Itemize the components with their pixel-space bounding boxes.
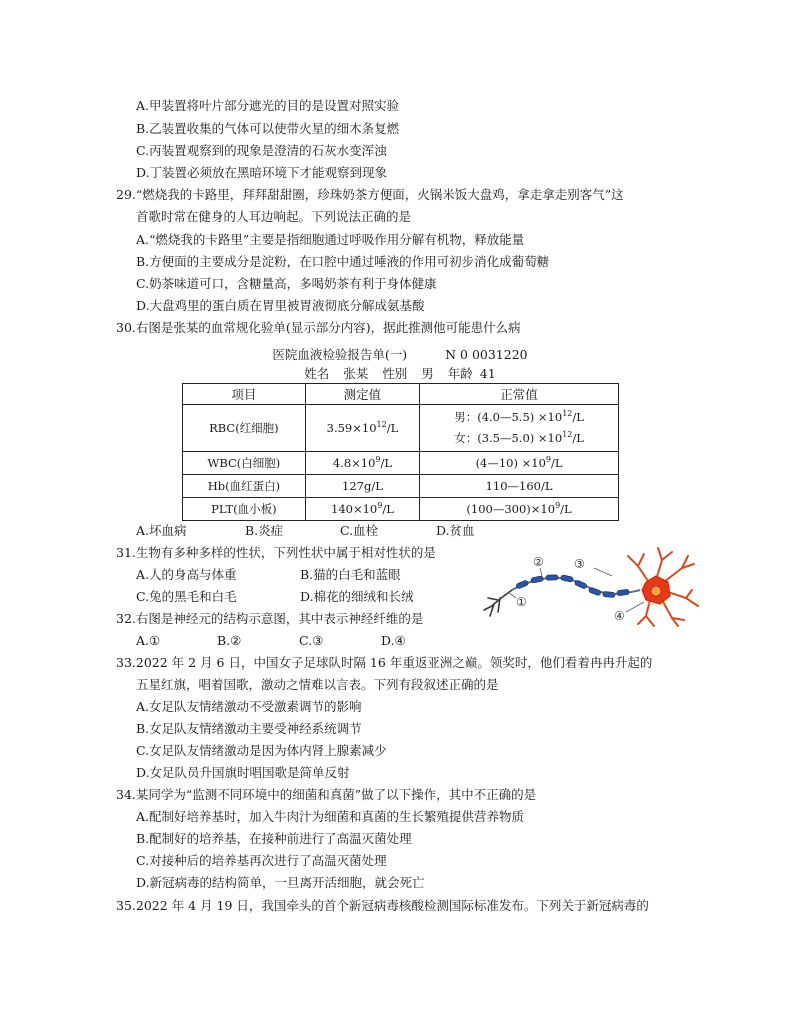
age-label: 年龄 <box>447 366 473 381</box>
q30-choice-a: A.坏血病 <box>136 523 187 538</box>
neuron-label-4: ④ <box>614 609 625 623</box>
q31-choice-b: B.猫的白毛和蓝眼 <box>300 567 401 582</box>
neuron-label-3: ③ <box>574 557 585 571</box>
q28-option-b: B.乙装置收集的气体可以使带火星的细木条复燃 <box>136 121 400 136</box>
neuron-label-2: ② <box>533 555 544 569</box>
rbc-value: $3.59\times 10^{12}/L$ <box>305 405 419 452</box>
q28-option-a: A.甲装置将叶片部分遮光的目的是设置对照实验 <box>136 98 400 113</box>
table-row-wbc <box>183 452 619 475</box>
q34-option-a: A.配制好培养基时，加入牛肉汁为细菌和真菌的生长繁殖提供营养物质 <box>136 809 525 824</box>
table-row-plt <box>183 498 619 521</box>
q31-choice-d: D.棉花的细绒和长绒 <box>300 589 414 604</box>
q34-stem: 34.某同学为“监测不同环境中的细菌和真菌”做了以下操作，其中不正确的是 <box>116 787 537 802</box>
patient-sex: 男 <box>421 366 434 381</box>
q28-option-d: D.丁装置必须放在黑暗环境下才能观察到现象 <box>136 165 388 180</box>
blood-report-table <box>182 383 619 521</box>
q31-choices-row1 <box>136 567 401 583</box>
q33-stem-line2: 五星红旗，唱着国歌，激动之情难以言表。下列有段叙述正确的是 <box>136 677 499 692</box>
plt-item: PLT(血小板) <box>183 498 306 521</box>
header-normal: 正常值 <box>420 384 619 405</box>
patient-age: 41 <box>479 366 496 381</box>
q32-choices <box>136 633 406 649</box>
q31-stem: 31.生物有多种多样的性状，下列性状中属于相对性状的是 <box>116 545 436 560</box>
blood-report-header <box>182 343 618 383</box>
q30-choices <box>136 523 475 539</box>
header-item: 项目 <box>183 384 306 405</box>
sex-label: 性别 <box>382 366 408 381</box>
q34-option-d: D.新冠病毒的结构简单，一旦离开活细胞，就会死亡 <box>136 875 425 890</box>
plt-value: $140\times 10^9/L$ <box>305 498 419 521</box>
hb-normal: 110—160/L <box>420 475 619 498</box>
table-row-hb <box>183 475 619 498</box>
report-title: 医院血液检验报告单(一) <box>272 347 408 362</box>
report-title-line <box>182 345 618 363</box>
neuron-diagram <box>478 546 700 630</box>
neuron-label-1: ① <box>516 595 527 609</box>
wbc-value: $4.8\times 10^9/L$ <box>305 452 419 475</box>
q30-choice-c: C.血栓 <box>340 523 379 538</box>
q29-option-c: C.奶茶味道可口，含糖量高，多喝奶茶有利于身体健康 <box>136 276 437 291</box>
table-header-row <box>183 384 619 405</box>
q28-option-c: C.丙装置观察到的现象是澄清的石灰水变浑浊 <box>136 143 387 158</box>
q32-choice-c: C.③ <box>299 633 324 648</box>
nucleus <box>651 586 661 596</box>
report-number: N 0 0031220 <box>445 347 528 362</box>
q29-option-b: B.方便面的主要成分是淀粉，在口腔中通过唾液的作用可初步消化成葡萄糖 <box>136 254 550 269</box>
q29-option-a: A.“燃烧我的卡路里”主要是指细胞通过呼吸作用分解有机物，释放能量 <box>136 232 525 247</box>
q29-stem-line1: 29.“燃烧我的卡路里，拜拜甜甜圈，珍珠奶茶方便面，火锅米饭大盘鸡，拿走拿走别客气”这 <box>116 187 624 202</box>
q33-stem-line1: 33.2022 年 2 月 6 日，中国女子足球队时隔 16 年重返亚洲之巅。领奖时，他们看着冉冉升起的 <box>116 655 653 670</box>
rbc-normal <box>420 405 619 452</box>
patient-name: 张某 <box>343 366 369 381</box>
myelin-sheath <box>516 575 630 598</box>
name-label: 姓名 <box>304 366 330 381</box>
q32-choice-d: D.④ <box>381 633 406 648</box>
q33-option-c: C.女足队友情绪激动是因为体内肾上腺素减少 <box>136 743 387 758</box>
q32-choice-a: A.① <box>136 633 161 648</box>
wbc-normal: (4—10) $\times 10^9/L$ <box>420 452 619 475</box>
plt-normal: $(100—300)\times 10^9/L$ <box>420 498 619 521</box>
q31-choice-a: A.人的身高与体重 <box>136 567 237 582</box>
q32-choice-b: B.② <box>217 633 242 648</box>
rbc-normal-female: 女：(3.5—5.0) $\times 10^{12}/L$ <box>454 430 584 445</box>
q34-option-b: B.配制好的培养基，在接种前进行了高温灭菌处理 <box>136 831 412 846</box>
q33-option-a: A.女足队友情绪激动不受激素调节的影响 <box>136 699 362 714</box>
q29-stem-line2: 首歌时常在健身的人耳边响起。下列说法正确的是 <box>136 209 412 224</box>
q30-stem: 30.右图是张某的血常规化验单(显示部分内容)，据此推测他可能患什么病 <box>116 320 521 335</box>
q32-stem: 32.右图是神经元的结构示意图，其中表示神经纤维的是 <box>116 611 424 626</box>
hb-item: Hb(血红蛋白) <box>183 475 306 498</box>
q30-choice-b: B.炎症 <box>245 523 284 538</box>
q31-choices-row2 <box>136 589 414 605</box>
hb-value: 127g/L <box>305 475 419 498</box>
table-row-rbc <box>183 405 619 452</box>
q35-stem: 35.2022 年 4 月 19 日，我国牵头的首个新冠病毒核酸检测国际标准发布。下列关于新冠病毒的 <box>116 898 649 913</box>
rbc-normal-male: 男：(4.0—5.5) $\times 10^{12}/L$ <box>454 409 584 424</box>
q31-choice-c: C.兔的黑毛和白毛 <box>136 589 237 604</box>
q29-option-d: D.大盘鸡里的蛋白质在胃里被胃液彻底分解成氨基酸 <box>136 298 425 313</box>
axon-terminal <box>484 590 512 616</box>
q33-option-b: B.女足队友情绪激动主要受神经系统调节 <box>136 721 362 736</box>
rbc-item: RBC(红细胞) <box>183 405 306 452</box>
q34-option-c: C.对接种后的培养基再次进行了高温灭菌处理 <box>136 853 387 868</box>
header-value: 测定值 <box>305 384 419 405</box>
report-patient-info <box>182 364 618 382</box>
q33-option-d: D.女足队员升国旗时唱国歌是简单反射 <box>136 765 350 780</box>
cell-body <box>638 573 674 609</box>
q30-choice-d: D.贫血 <box>436 523 475 538</box>
wbc-item: WBC(白细胞) <box>183 452 306 475</box>
